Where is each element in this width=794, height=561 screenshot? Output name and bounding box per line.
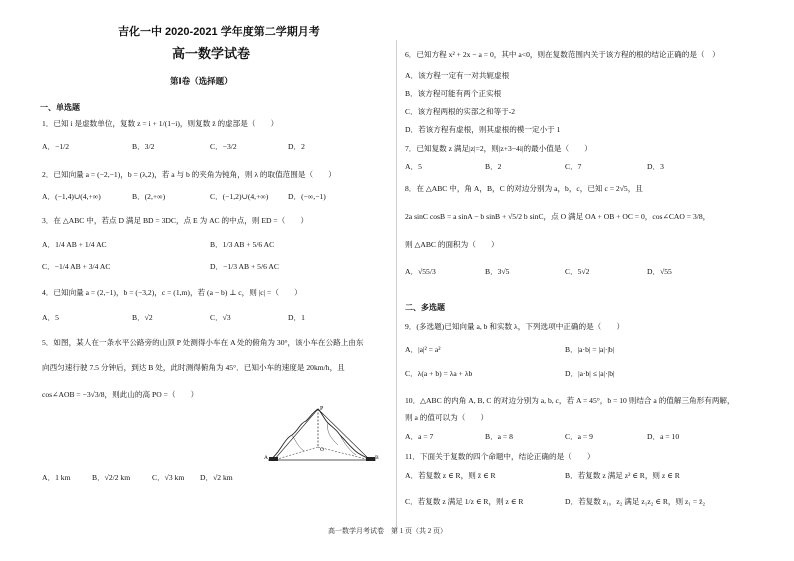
q4-option-a: A．5: [42, 313, 59, 322]
question-4-stem: 4．已知向量 a = (2,−1)，b = (−3,2)，c = (1,m)，若 (a − b) ⊥ c，则 |c| =（ ）: [42, 288, 302, 297]
q11-option-a: A．若复数 z ∈ R，则 z̄ ∈ R: [405, 471, 496, 480]
q1-option-d: D．2: [288, 142, 305, 151]
page-footer: 高一数学月考试卷 第 1 页（共 2 页）: [328, 527, 447, 535]
figure-label-b: B: [375, 455, 379, 461]
q6-option-c: C．该方程两根的实部之和等于-2: [405, 107, 516, 116]
question-2-stem: 2．已知向量 a = (−2,−1)，b = (λ,2)，若 a 与 b 的夹角为钝角，则 λ 的取值范围是（ ）: [42, 170, 336, 179]
q10-option-c: C．a = 9: [565, 432, 593, 441]
section-single-choice: 一、单选题: [40, 103, 80, 112]
q11-option-c: C．若复数 z 满足 1/z ∈ R，则 z ∈ R: [405, 497, 524, 506]
figure-label-o: O: [320, 447, 324, 453]
question-10-line-2: 则 a 的值可以为（ ）: [405, 413, 489, 422]
q11-option-d: D．若复数 z₁，z₂ 满足 z₁z₂ ∈ R，则 z₁ = z̄₂: [565, 497, 706, 506]
question-1-stem: 1．已知 i 是虚数单位，复数 z = i + 1/(1−i)，则复数 z̄ 的虚部是（ ）: [42, 119, 279, 128]
q8-option-a: A．√55/3: [405, 267, 436, 276]
q4-option-b: B．√2: [132, 313, 153, 322]
question-9-stem: 9．(多选题)已知向量 a, b 和实数 λ，下列选项中正确的是（ ）: [405, 322, 625, 331]
question-5-line-1: 5．如图，某人在一条水平公路旁的山顶 P 处测得小车在 A 处的俯角为 30°，该小车在公路上由东: [42, 338, 364, 347]
q2-option-c: C．(−1,2)∪(4,+∞): [210, 192, 269, 201]
question-5-line-2: 向西匀速行驶 7.5 分钟后，到达 B 处，此时测得俯角为 45°．已知小车的速度是 20km/h，且: [42, 363, 345, 372]
question-7-stem: 7．已知复数 z 满足|z|=2，则|z+3−4i|的最小值是（ ）: [405, 144, 592, 153]
q1-option-c: C．−3/2: [210, 142, 237, 151]
q11-option-b: B．若复数 z 满足 z² ∈ R，则 z ∈ R: [565, 471, 680, 480]
left-column: [0, 0, 395, 561]
q9-option-d: D．|a·b| ≤ |a|·|b|: [565, 369, 615, 378]
mountain-figure: [262, 405, 382, 470]
q9-option-b: B．|a·b| = |a|·|b|: [565, 345, 615, 354]
q9-option-a: A．|a|² = a²: [405, 345, 441, 354]
q3-option-a: A．1/4 AB + 1/4 AC: [42, 240, 107, 249]
q10-option-a: A．a = 7: [405, 432, 434, 441]
q3-option-d: D．−1/3 AB + 5/6 AC: [210, 262, 279, 271]
part-heading: 第Ⅰ卷（选择题）: [170, 76, 233, 86]
q5-option-a: A．1 km: [42, 473, 71, 482]
question-8-line-3: 则 △ABC 的面积为（ ）: [405, 240, 499, 249]
q7-option-b: B．2: [485, 162, 502, 171]
exam-header-title: 吉化一中 2020-2021 学年度第二学期月考: [118, 26, 320, 38]
q2-option-a: A．(−1,4)∪(4,+∞): [42, 192, 101, 201]
base-line-a: [274, 447, 318, 460]
q6-option-b: B．该方程可能有两个正实根: [405, 89, 502, 98]
question-8-line-2: 2a sinC cosB = a sinA − b sinB + √5/2 b sinC，点 O 满足 OA + OB + OC = 0，cos∠CAO = 3/8，: [405, 212, 711, 221]
q9-option-c: C．λ(a + b) = λa + λb: [405, 369, 473, 378]
question-11-stem: 11．下面关于复数的四个命题中，结论正确的是（ ）: [405, 452, 595, 461]
question-5-line-3: cos∠AOB = −3√3/8，则此山的高 PO =（ ）: [42, 390, 199, 399]
sight-line-b: [318, 409, 370, 460]
q8-option-d: D．√55: [647, 267, 672, 276]
q8-option-b: B．3√5: [485, 267, 510, 276]
q1-option-b: B．3/2: [132, 142, 155, 151]
sight-line-a: [274, 409, 318, 460]
q5-option-d: D．√2 km: [200, 473, 233, 482]
q4-option-d: D．1: [288, 313, 305, 322]
q3-option-b: B．1/3 AB + 5/6 AC: [210, 240, 275, 249]
q7-option-d: D．3: [647, 162, 664, 171]
q5-option-c: C．√3 km: [152, 473, 185, 482]
figure-label-a: A: [264, 455, 268, 461]
q10-option-d: D．a = 10: [647, 432, 680, 441]
exam-subtitle: 高一数学试卷: [172, 46, 251, 61]
figure-label-p: P: [320, 406, 324, 412]
question-10-line-1: 10．△ABC 的内角 A, B, C 的对边分别为 a, b, c，若 A = 45°，b = 10 则结合 a 的值解三角形有两解，: [405, 396, 735, 405]
section-multi-choice: 二、多选题: [405, 303, 445, 312]
question-6-stem: 6．已知方程 x² + 2x − a = 0，其中 a<0，则在复数范围内关于该方程的根的结论正确的是（ ）: [405, 50, 720, 59]
base-line-b: [318, 447, 370, 460]
car-b-icon: [366, 457, 375, 461]
q3-option-c: C．−1/4 AB + 3/4 AC: [42, 262, 111, 271]
q5-option-b: B．√2/2 km: [92, 473, 131, 482]
question-8-line-1: 8．在 △ABC 中，角 A，B，C 的对边分别为 a，b，c，已知 c = 2√5，且: [405, 184, 643, 193]
q2-option-b: B．(2,+∞): [132, 192, 166, 201]
q6-option-a: A．该方程一定有一对共轭虚根: [405, 71, 510, 80]
q10-option-b: B．a = 8: [485, 432, 513, 441]
right-column: [397, 0, 794, 561]
q1-option-a: A．−1/2: [42, 142, 70, 151]
q8-option-c: C．5√2: [565, 267, 590, 276]
car-a-icon: [269, 457, 278, 461]
question-3-stem: 3．在 △ABC 中，若点 D 满足 BD = 3DC，点 E 为 AC 的中点，则 ED =（ ）: [42, 216, 309, 225]
q7-option-c: C．7: [565, 162, 582, 171]
q7-option-a: A．5: [405, 162, 422, 171]
q4-option-c: C．√3: [210, 313, 231, 322]
q2-option-d: D．(−∞,−1): [288, 192, 326, 201]
q6-option-d: D．若该方程有虚根，则其虚根的模一定小于 1: [405, 125, 561, 134]
